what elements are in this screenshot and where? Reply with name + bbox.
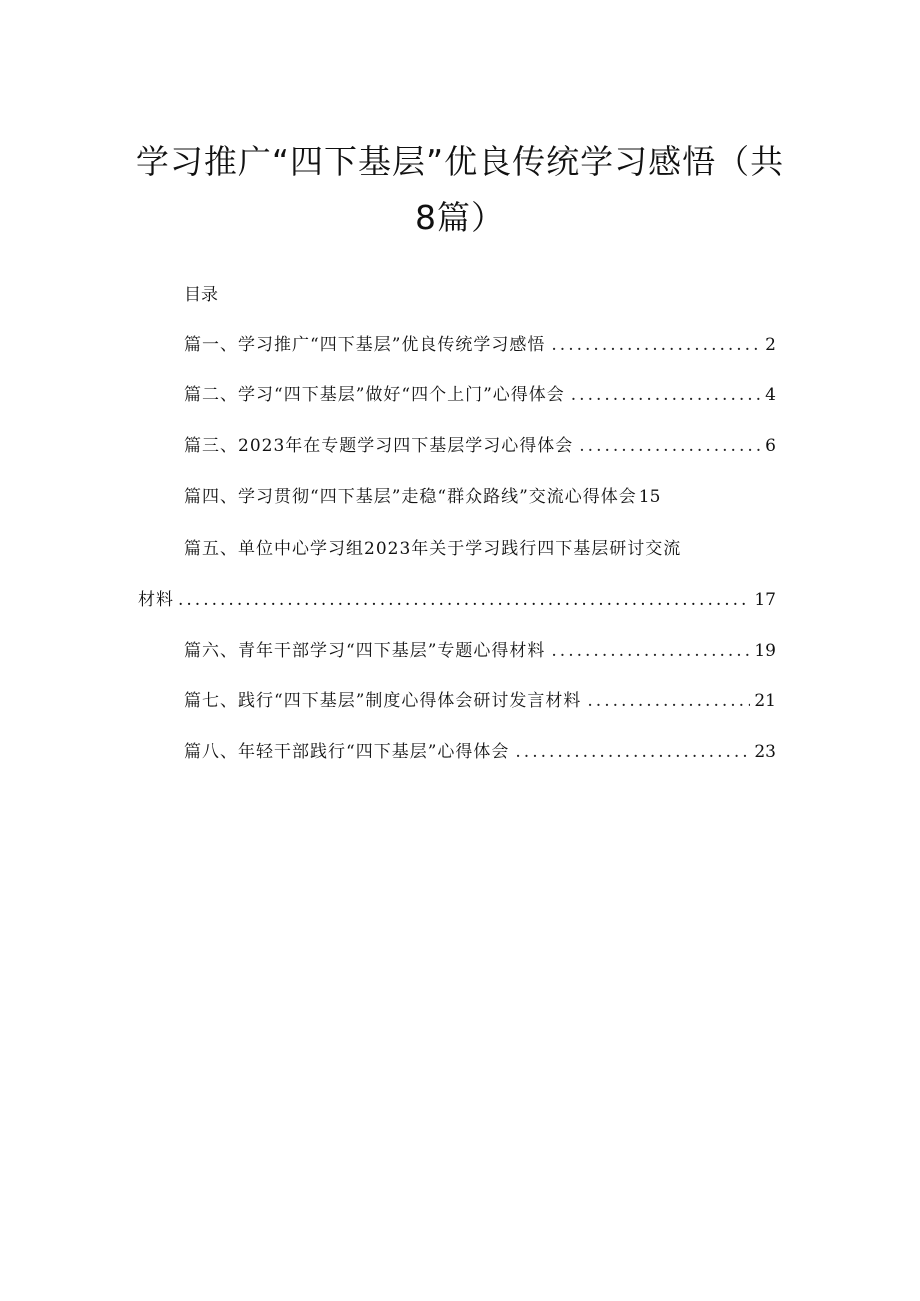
toc-entry-label: 篇四、学习贯彻“四下基层”走稳“群众路线”交流心得体会 [184, 487, 637, 507]
toc-page-number: 19 [754, 641, 776, 661]
toc-entry-3[interactable] [184, 435, 776, 457]
toc-entry-5-continuation[interactable] [138, 589, 776, 611]
toc-entry-2[interactable] [184, 384, 776, 406]
toc-leader-dots [178, 589, 750, 611]
toc-entry-label: 篇八、年轻干部践行“四下基层”心得体会 [184, 742, 510, 762]
toc-entry-7[interactable] [184, 690, 776, 712]
toc-entry-label: 篇五、单位中心学习组2023年关于学习践行四下基层研讨交流 [184, 539, 682, 559]
toc-page-number: 4 [765, 385, 776, 405]
toc-leader-dots [551, 640, 750, 662]
toc-entry-label: 篇一、学习推广“四下基层”优良传统学习感悟 [184, 335, 546, 355]
toc-entry-label: 篇二、学习“四下基层”做好“四个上门”心得体会 [184, 385, 565, 405]
toc-entry-label: 篇六、青年干部学习“四下基层”专题心得材料 [184, 641, 546, 661]
toc-entry-4[interactable] [184, 486, 776, 508]
toc-heading: 目录 [184, 285, 218, 305]
toc-entry-5[interactable] [184, 538, 776, 560]
document-title-line-1: 学习推广“四下基层”优良传统学习感悟（共 [135, 142, 785, 181]
toc-entry-label: 篇三、2023年在专题学习四下基层学习心得体会 [184, 436, 574, 456]
toc-page-number: 17 [754, 590, 776, 610]
toc-page-number: 15 [638, 487, 661, 507]
toc-page-number: 2 [765, 335, 776, 355]
toc-entry-8[interactable] [184, 741, 776, 763]
toc-page-number: 23 [754, 742, 776, 762]
toc-page-number: 6 [765, 436, 776, 456]
toc-entry-label-continued: 材料 [138, 590, 174, 610]
toc-leader-dots [587, 690, 750, 712]
toc-page-number: 21 [754, 691, 776, 711]
toc-entry-1[interactable] [184, 334, 776, 356]
toc-entry-label: 篇七、践行“四下基层”制度心得体会研讨发言材料 [184, 691, 582, 711]
toc-entry-6[interactable] [184, 640, 776, 662]
toc-leader-dots [579, 435, 761, 457]
toc-leader-dots [551, 334, 761, 356]
toc-leader-dots [571, 384, 761, 406]
document-title-line-2: 8篇） [415, 198, 505, 237]
toc-leader-dots [515, 741, 750, 763]
